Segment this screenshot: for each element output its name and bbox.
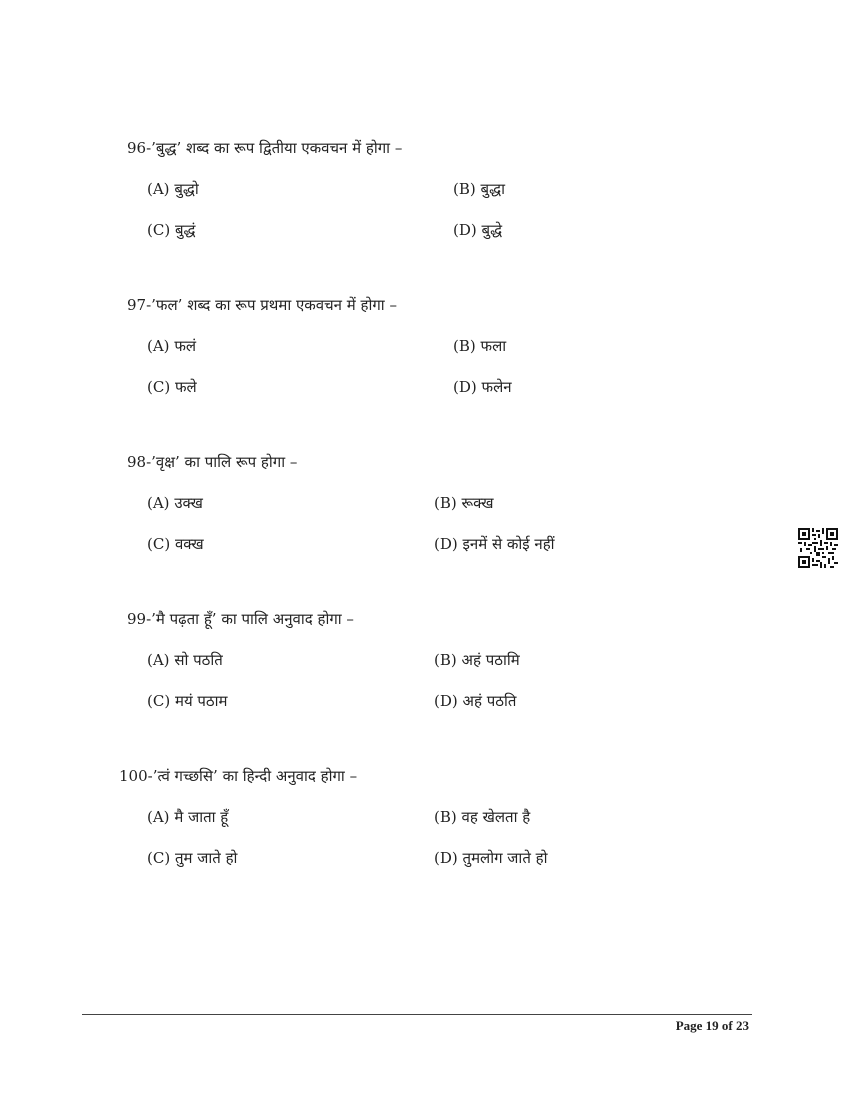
option-c: (C) वक्ख [147, 535, 204, 553]
question-number: 97- [127, 296, 152, 314]
question-number: 99- [127, 610, 152, 628]
option-c: (C) बुद्धं [147, 221, 196, 239]
option-b: (B) बुद्धा [453, 180, 505, 198]
page-indicator [676, 1018, 749, 1034]
question-text: ’फल’ शब्द का रूप प्रथमा एकवचन में होगा – [151, 296, 397, 314]
question-text: ’वृक्ष’ का पालि रूप होगा – [151, 453, 298, 471]
option-d: (D) इनमें से कोई नहीं [434, 535, 555, 553]
question-96 [0, 138, 850, 248]
question-title [127, 138, 402, 158]
option-d: (D) फलेन [453, 378, 512, 396]
option-a: (A) सो पठति [147, 651, 223, 669]
question-title [119, 766, 357, 786]
question-number: 100- [119, 767, 153, 785]
option-b: (B) फला [453, 337, 507, 355]
question-text: ’बुद्ध’ शब्द का रूप द्वितीया एकवचन में होगा – [151, 139, 403, 157]
option-c: (C) तुम जाते हो [147, 849, 238, 867]
qr-code-icon [798, 528, 838, 568]
question-number: 98- [127, 453, 152, 471]
option-d: (D) तुमलोग जाते हो [434, 849, 548, 867]
of-label: of [721, 1018, 733, 1033]
option-b: (B) रूक्ख [434, 494, 494, 512]
option-c: (C) मयं पठाम [147, 692, 228, 710]
question-number: 96- [127, 139, 152, 157]
footer-divider [82, 1014, 752, 1015]
question-100 [0, 766, 850, 876]
option-d: (D) अहं पठति [434, 692, 517, 710]
question-98 [0, 452, 850, 562]
page-label: Page [675, 1018, 703, 1033]
page-number: 19 [705, 1018, 719, 1033]
question-99 [0, 609, 850, 719]
question-text: ’मै पढ़ता हूँ’ का पालि अनुवाद होगा – [151, 610, 354, 628]
option-c: (C) फले [147, 378, 197, 396]
option-d: (D) बुद्धे [453, 221, 503, 239]
option-a: (A) फलं [147, 337, 197, 355]
question-title [127, 609, 354, 629]
question-text: ’त्वं गच्छसि’ का हिन्दी अनुवाद होगा – [152, 767, 358, 785]
option-a: (A) मै जाता हूँ [147, 808, 229, 826]
total-pages: 23 [736, 1018, 749, 1033]
question-title [127, 452, 297, 472]
option-b: (B) वह खेलता है [434, 808, 531, 826]
question-97 [0, 295, 850, 405]
option-a: (A) बुद्धो [147, 180, 199, 198]
option-a: (A) उक्ख [147, 494, 203, 512]
question-title [127, 295, 397, 315]
option-b: (B) अहं पठामि [434, 651, 520, 669]
